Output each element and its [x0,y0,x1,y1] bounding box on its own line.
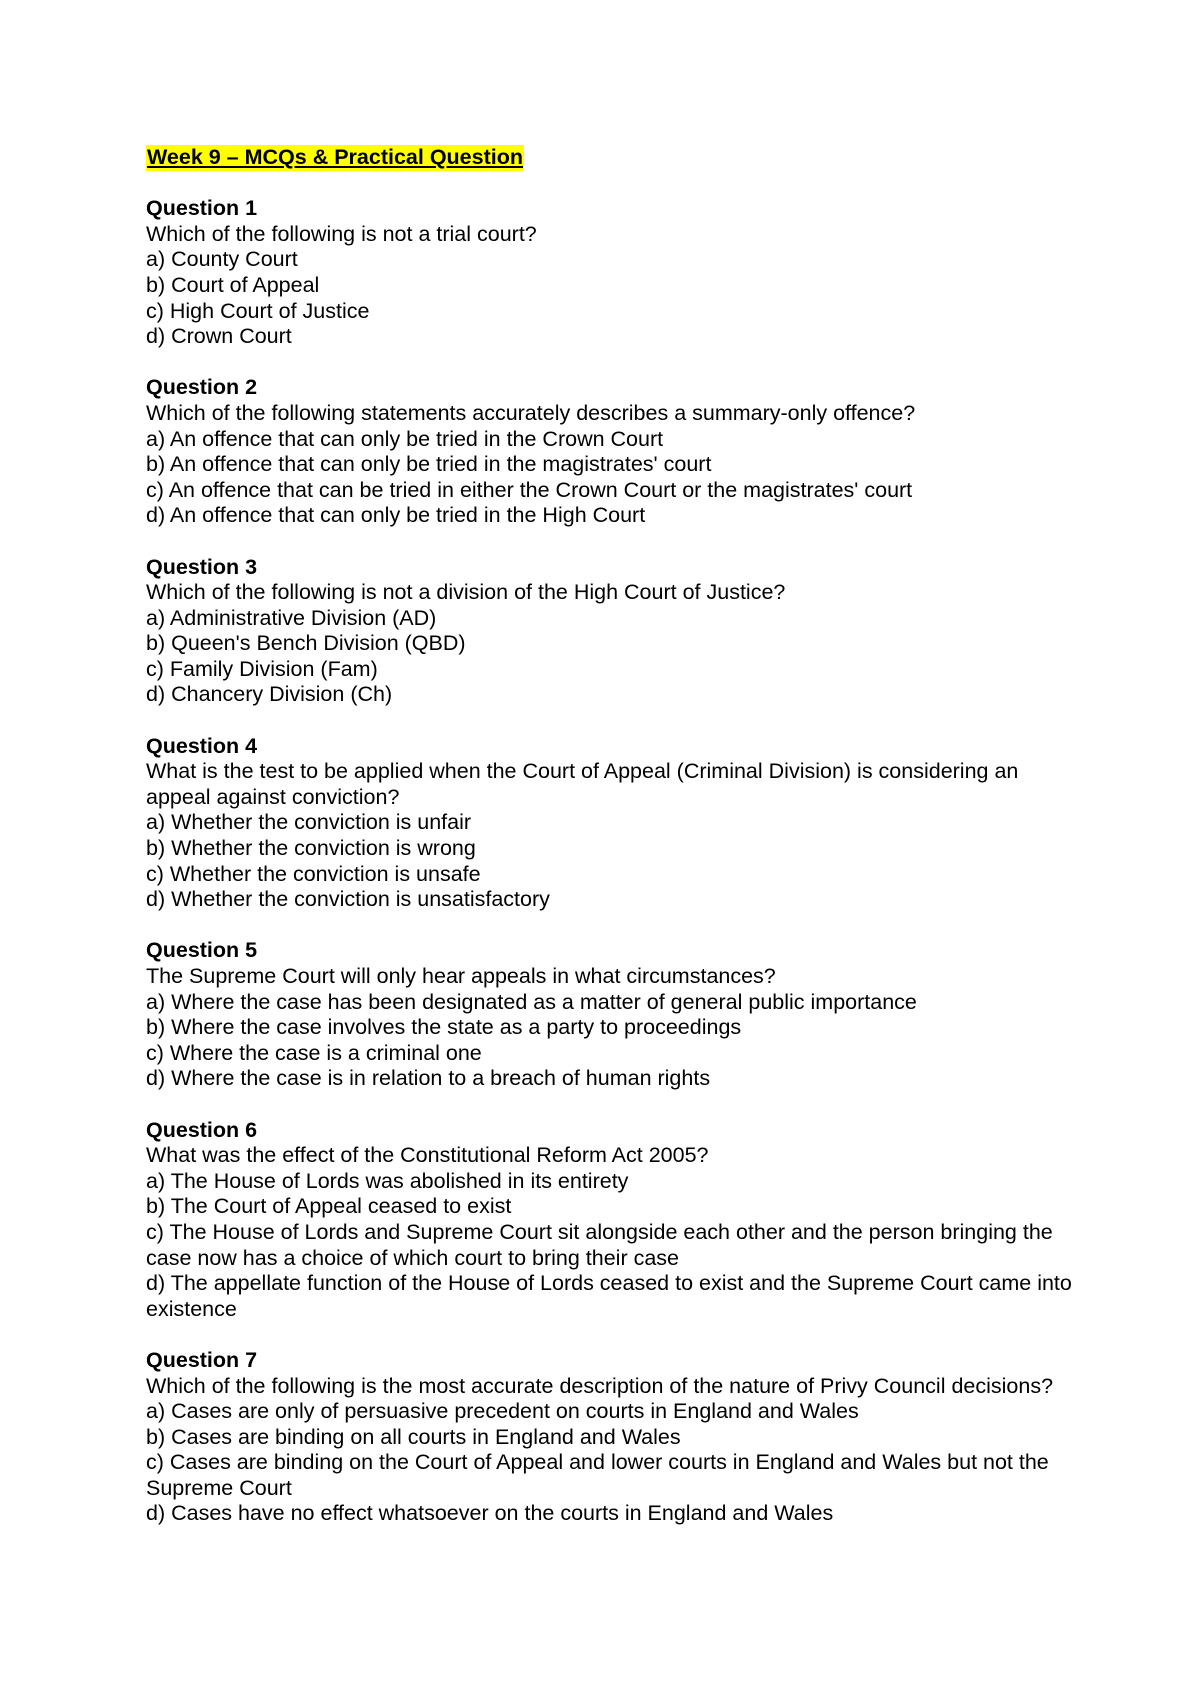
answer-option: d) Where the case is in relation to a breach of human rights [146,1066,711,1091]
document-page [146,145,1086,1553]
question-heading: Question 5 [146,938,258,963]
question-block-2 [146,375,1086,529]
question-block-1 [146,196,1086,350]
document-title: Week 9 – MCQs & Practical Question [147,145,523,169]
answer-option: c) Where the case is a criminal one [146,1040,482,1065]
question-heading: Question 7 [146,1347,258,1372]
question-heading: Question 2 [146,375,258,400]
question-heading: Question 6 [146,1117,258,1142]
question-list [146,196,1086,1527]
answer-option: a) Administrative Division (AD) [146,605,437,630]
answer-option: a) An offence that can only be tried in the Crown Court [146,426,664,451]
question-text: The Supreme Court will only hear appeals in what circumstances? [146,964,776,988]
answer-option: b) Cases are binding on all courts in England and Wales [146,1424,681,1449]
answer-option: c) The House of Lords and Supreme Court sit alongside each other and the person bringing the case now has a choice of which court to bring their case [146,1219,1053,1270]
answer-option: d) Cases have no effect whatsoever on the courts in England and Wales [146,1501,834,1526]
question-block-3 [146,555,1086,709]
answer-option: a) Whether the conviction is unfair [146,810,472,835]
answer-option: c) High Court of Justice [146,298,370,323]
question-block-5 [146,938,1086,1092]
answer-option: d) The appellate function of the House of Lords ceased to exist and the Supreme Court came into existence [146,1271,1072,1321]
answer-option: b) Queen's Bench Division (QBD) [146,631,466,656]
answer-option: b) An offence that can only be tried in the magistrates' court [146,452,712,477]
answer-option: d) Chancery Division (Ch) [146,682,393,707]
question-text: Which of the following is not a trial court? [146,221,537,246]
question-text: Which of the following is the most accurate description of the nature of Privy Council decisions? [146,1373,1054,1398]
answer-option: a) County Court [146,247,298,272]
question-block-6 [146,1118,1086,1323]
question-text: Which of the following statements accurately describes a summary-only offence? [146,400,916,425]
answer-option: a) Where the case has been designated as a matter of general public importance [146,989,917,1014]
question-block-4 [146,734,1086,913]
answer-option: d) Crown Court [146,324,292,349]
answer-option: d) Whether the conviction is unsatisfactory [146,887,550,912]
title-line [146,145,1086,171]
answer-option: b) Whether the conviction is wrong [146,836,476,861]
answer-option: b) Court of Appeal [146,272,320,297]
question-block-7 [146,1348,1086,1527]
answer-option: d) An offence that can only be tried in the High Court [146,503,646,528]
answer-option: a) Cases are only of persuasive precedent on courts in England and Wales [146,1399,859,1424]
question-heading: Question 3 [146,554,258,579]
question-text: Which of the following is not a division of the High Court of Justice? [146,580,786,605]
answer-option: b) The Court of Appeal ceased to exist [146,1194,512,1219]
answer-option: c) Whether the conviction is unsafe [146,861,481,886]
answer-option: c) Family Division (Fam) [146,656,378,681]
question-text: What was the effect of the Constitutional Reform Act 2005? [146,1143,709,1168]
answer-option: c) Cases are binding on the Court of Appeal and lower courts in England and Wales but not the Supreme Court [146,1450,1049,1500]
question-heading: Question 1 [146,196,258,221]
answer-option: a) The House of Lords was abolished in its entirety [146,1168,629,1193]
answer-option: c) An offence that can be tried in either the Crown Court or the magistrates' court [146,477,913,502]
answer-option: b) Where the case involves the state as a party to proceedings [146,1015,742,1040]
question-text: What is the test to be applied when the Court of Appeal (Criminal Division) is considering an appeal against conviction? [146,759,1019,809]
question-heading: Question 4 [146,733,258,758]
